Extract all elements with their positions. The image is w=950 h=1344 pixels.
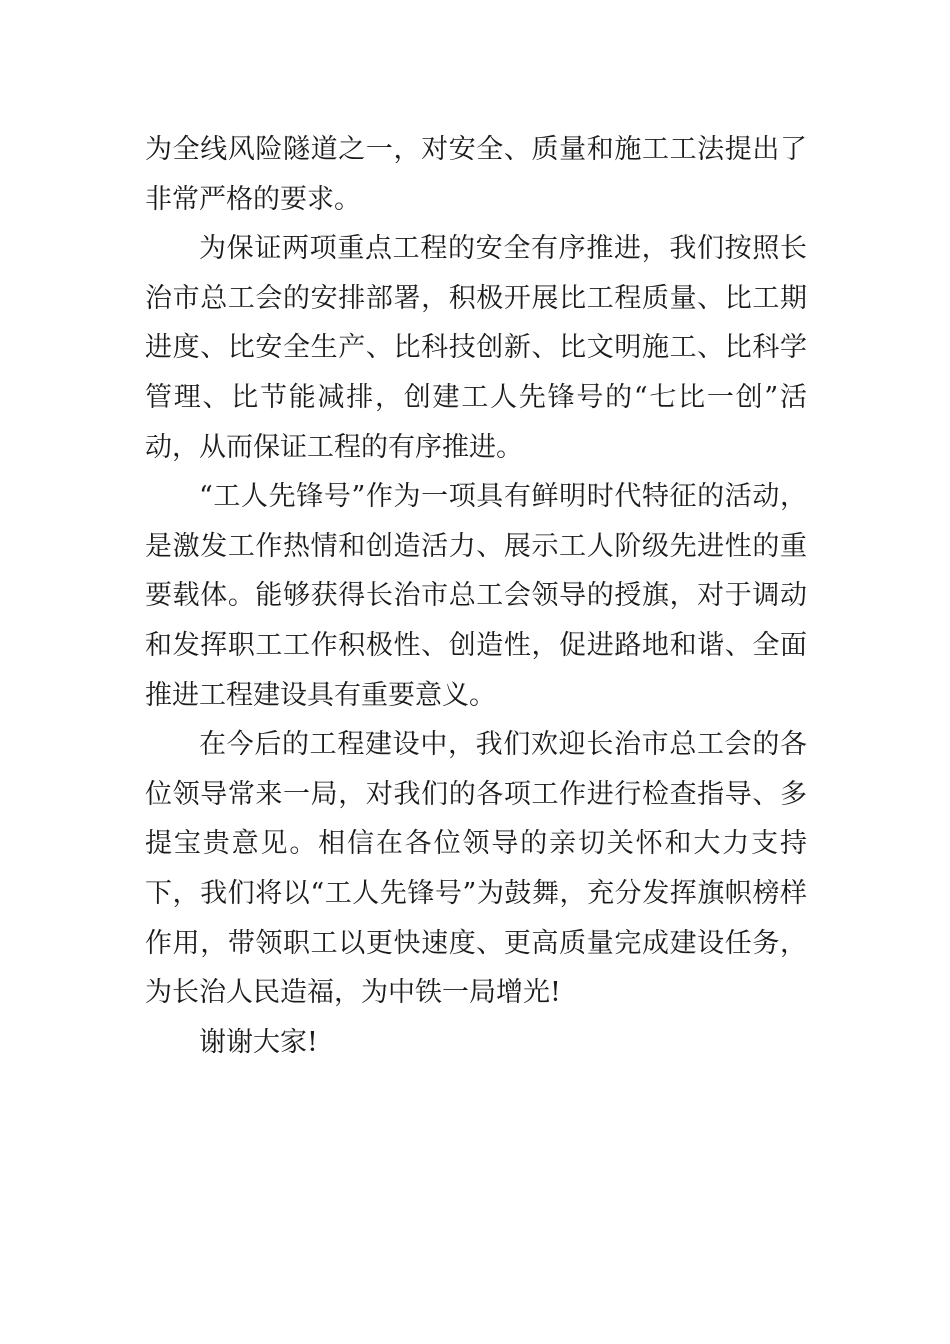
paragraph-future-work: 在今后的工程建设中，我们欢迎长治市总工会的各位领导常来一局，对我们的各项工作进行检查指导、多提宝贵意见。相信在各位领导的亲切关怀和大力支持下，我们将以“工人先锋号”为鼓舞，充分发挥旗帜榜样作用，带领职工以更快速度、更高质量完成建设任务，为长治人民造福，为中铁一局增光! <box>145 729 807 1009</box>
paragraph-worker-pioneer: “工人先锋号”作为一项具有鲜明时代特征的活动，是激发工作热情和创造活力、展示工人阶级先进性的重要载体。能够获得长治市总工会领导的授旗，对于调动和发挥职工工作积极性、创造性，促进路地和谐、全面推进工程建设具有重要意义。 <box>145 481 807 711</box>
paragraph-continuation: 为全线风险隧道之一，对安全、质量和施工工法提出了非常严格的要求。 <box>145 134 807 215</box>
paragraph-seven-comparisons: 为保证两项重点工程的安全有序推进，我们按照长治市总工会的安排部署，积极开展比工程质量、比工期进度、比安全生产、比科技创新、比文明施工、比科学管理、比节能减排，创建工人先锋号的“七比一创”活动，从而保证工程的有序推进。 <box>145 233 807 463</box>
paragraph-thanks: 谢谢大家! <box>199 1026 318 1058</box>
document-body <box>145 125 807 1067</box>
